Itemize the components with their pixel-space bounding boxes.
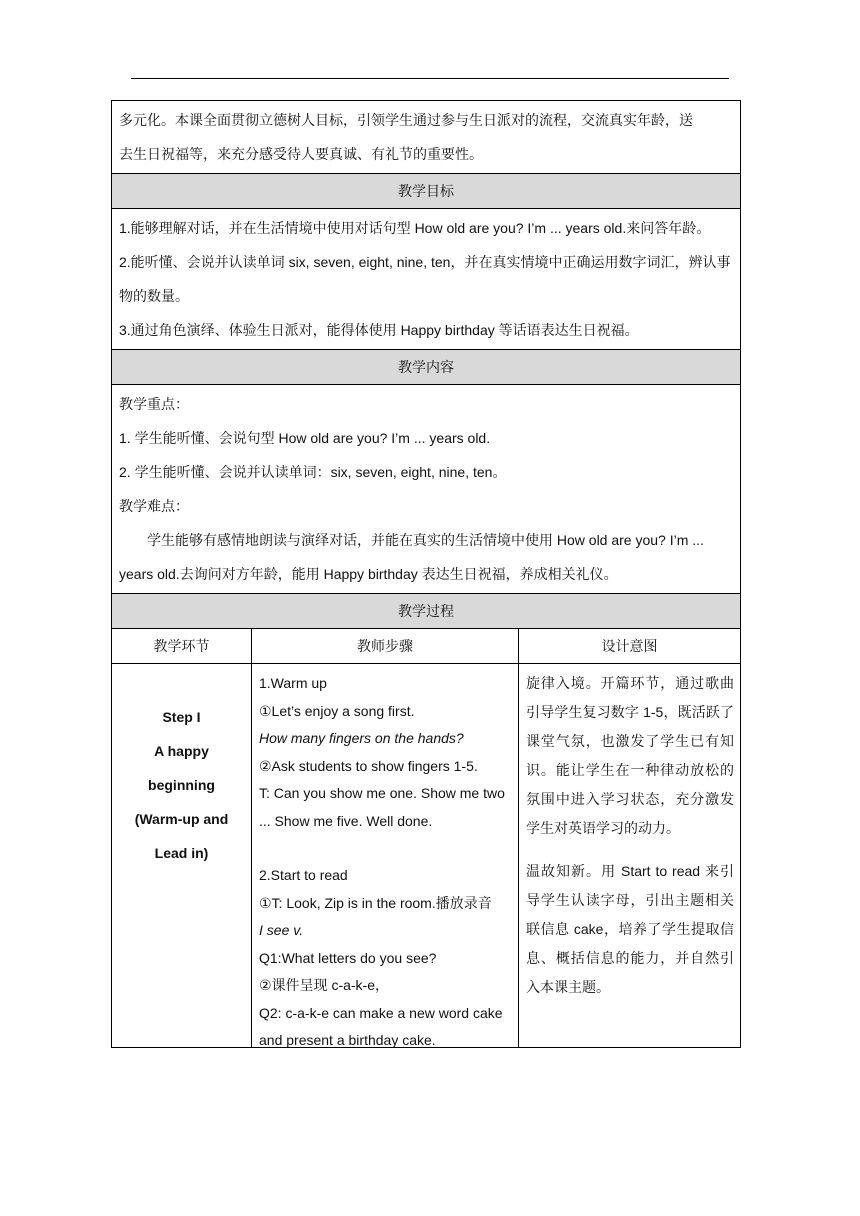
content-heading: 教学内容 — [112, 350, 740, 385]
key-point: 1. 学生能听懂、会说句型 How old are you? I’m ... years old. — [119, 430, 491, 446]
teacher-step-line: 2.Start to read — [259, 867, 348, 883]
teacher-step-line: ①Let’s enjoy a song first. — [259, 702, 415, 719]
teacher-step-line: Q2: c-a-k-e can make a new word cake and present a birthday cake. — [259, 1004, 503, 1048]
step-label-line: A happy — [154, 743, 209, 759]
teacher-step-line: Q1:What letters do you see? — [259, 949, 437, 966]
design-intent-text: 温故知新。用 Start to read 来引导学生认读字母，引出主题相关联信息 cake，培养了学生提取信息、概括信息的能力，并自然引入本课主题。 — [526, 863, 734, 995]
objective-item: 1.能够理解对话，并在生活情境中使用对话句型 How old are you? I’m ... years old.来问答年龄。 — [119, 220, 711, 236]
objectives-heading: 教学目标 — [112, 174, 740, 209]
step-label-cell — [112, 664, 252, 1047]
column-header-stage: 教学环节 — [112, 629, 252, 663]
step-label-line: Step I — [162, 709, 201, 725]
teacher-step-line: ②课件呈现 c-a-k-e， — [259, 977, 389, 993]
teacher-step-line: ②Ask students to show fingers 1-5. — [259, 757, 478, 774]
process-row-step-1 — [112, 664, 740, 1048]
objective-item: 2.能听懂、会说并认读单词 six, seven, eight, nine, ten，并在真实情境中正确运用数字词汇，辨认事物的数量。 — [119, 254, 731, 304]
step-label-line: beginning — [148, 777, 215, 793]
header-rule — [131, 78, 729, 79]
teacher-step-line: ①T: Look, Zip is in the room.播放录音 — [259, 894, 492, 911]
design-intent-cell — [519, 664, 740, 1047]
teacher-steps-cell — [252, 664, 519, 1047]
objective-item: 3.通过角色演绎、体验生日派对，能得体使用 Happy birthday 等话语表达生日祝福。 — [119, 322, 639, 338]
process-column-headers — [112, 629, 740, 664]
content-cell — [112, 385, 740, 594]
process-heading: 教学过程 — [112, 594, 740, 629]
design-intent-text: 旋律入境。开篇环节，通过歌曲引导学生复习数字 1-5，既活跃了课堂气氛，也激发了学生已有知识。能让学生在一种律动放松的氛围中进入学习状态，充分激发学生对英语学习的动力。 — [526, 675, 734, 836]
intro-line-1: 多元化。本课全面贯彻立德树人目标，引领学生通过参与生日派对的流程，交流真实年龄，送 — [119, 112, 693, 128]
teacher-step-line: I see v. — [259, 922, 304, 938]
objectives-cell — [112, 209, 740, 350]
intro-cell — [112, 101, 740, 174]
difficult-points-text: 学生能够有感情地朗读与演绎对话，并能在真实的生活情境中使用 How old are you? I’m ... years old.去询问对方年龄，能用 Happy birthday 表达生日祝福，养成相关礼仪。 — [119, 532, 704, 582]
lesson-plan-table — [111, 100, 741, 1048]
difficult-points-label: 教学难点： — [119, 498, 189, 514]
step-label-line: (Warm-up and — [134, 811, 229, 827]
column-header-design-intent: 设计意图 — [601, 638, 658, 654]
teacher-step-line: 1.Warm up — [259, 675, 327, 691]
key-points-label: 教学重点： — [119, 396, 189, 412]
column-header-teacher-steps: 教师步骤 — [252, 629, 519, 663]
intro-line-2: 去生日祝福等，来充分感受待人要真诚、有礼节的重要性。 — [119, 146, 483, 162]
teacher-step-line: How many fingers on the hands? — [259, 730, 464, 746]
teacher-step-line: T: Can you show me one. Show me two ... Show me five. Well done. — [259, 785, 505, 829]
step-label-line: Lead in) — [154, 845, 209, 861]
key-point: 2. 学生能听懂、会说并认读单词：six, seven, eight, nine, ten。 — [119, 464, 507, 480]
